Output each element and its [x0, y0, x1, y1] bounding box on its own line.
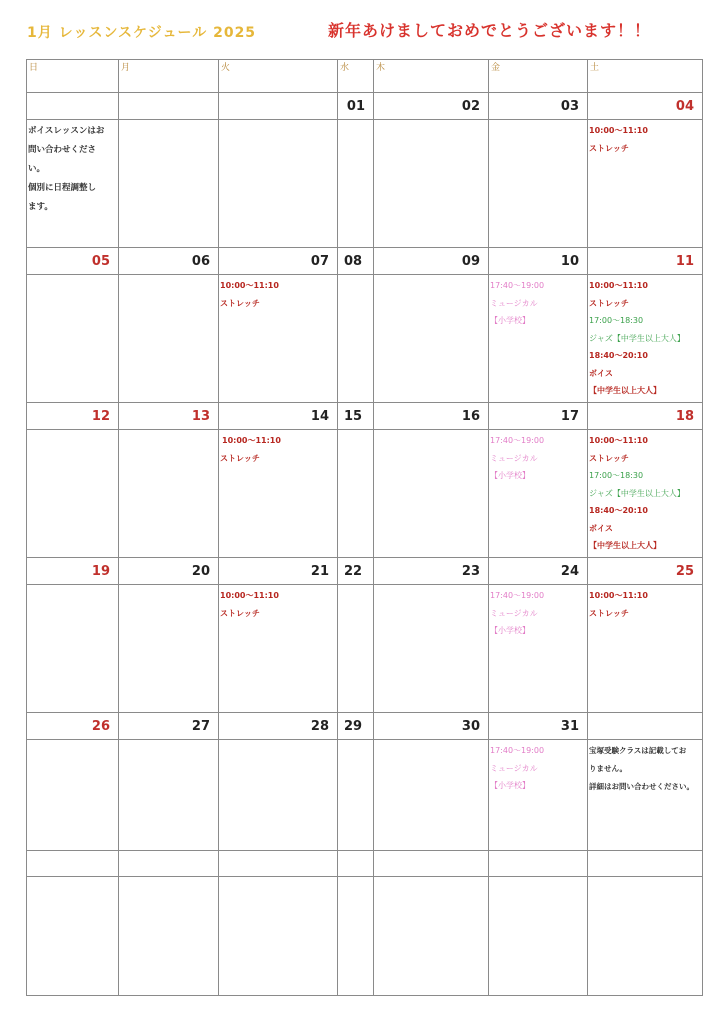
day-cell	[27, 120, 119, 248]
day-cell	[374, 430, 489, 558]
event-level: 【中学生以上大人】	[589, 386, 661, 395]
day-cell	[588, 275, 703, 403]
date-cell: 31	[489, 713, 588, 740]
date-cell: 19	[27, 558, 119, 585]
saturday-events	[588, 430, 702, 555]
event-label: ストレッチ	[589, 298, 629, 308]
day-cell	[374, 740, 489, 851]
event-time: 10:00〜11:10	[222, 436, 281, 445]
voice-lesson-note	[27, 120, 118, 217]
day-cell	[27, 275, 119, 403]
note-line: ます。	[28, 202, 53, 212]
date-cell	[27, 851, 119, 877]
date-cell: 06	[119, 248, 219, 275]
day-cell	[489, 430, 588, 558]
week-1-dates	[27, 93, 703, 120]
weekday-wed: 水	[338, 60, 374, 93]
date-cell: 25	[588, 558, 703, 585]
day-cell	[119, 430, 219, 558]
day-cell	[489, 275, 588, 403]
event-time: 10:00〜11:10	[220, 591, 279, 600]
stretch-event	[588, 585, 702, 622]
date-cell: 27	[119, 713, 219, 740]
note-line: ボイスレッスンはお	[28, 126, 105, 136]
date-cell: 11	[588, 248, 703, 275]
event-label: ストレッチ	[220, 453, 260, 463]
event-label: ミュージカル	[490, 298, 538, 308]
day-cell	[27, 877, 119, 996]
weekday-mon: 月	[119, 60, 219, 93]
event-time: 10:00〜11:10	[589, 126, 648, 135]
day-cell	[489, 740, 588, 851]
day-cell	[219, 585, 338, 713]
date-cell: 13	[119, 403, 219, 430]
saturday-events	[588, 275, 702, 400]
date-cell: 17	[489, 403, 588, 430]
event-time: 10:00〜11:10	[589, 281, 648, 290]
date-cell: 09	[374, 248, 489, 275]
day-cell	[27, 430, 119, 558]
calendar-grid	[26, 59, 703, 996]
date-cell: 30	[374, 713, 489, 740]
date-cell: 01	[338, 93, 374, 120]
event-label: ストレッチ	[589, 143, 629, 153]
musical-event	[489, 430, 587, 485]
event-label: ジャズ【中学生以上大人】	[589, 488, 685, 498]
week-2-dates	[27, 248, 703, 275]
day-cell	[588, 430, 703, 558]
week-5-events	[27, 740, 703, 851]
date-cell: 08	[338, 248, 374, 275]
day-cell	[588, 740, 703, 851]
date-cell	[219, 851, 338, 877]
stretch-event	[219, 275, 337, 312]
date-cell: 16	[374, 403, 489, 430]
event-time: 17:40〜19:00	[490, 436, 545, 445]
date-cell: 29	[338, 713, 374, 740]
date-cell: 03	[489, 93, 588, 120]
date-cell: 20	[119, 558, 219, 585]
event-time: 17:40〜19:00	[490, 746, 545, 755]
event-label: ミュージカル	[490, 763, 538, 773]
date-cell	[489, 851, 588, 877]
note-line: 詳細はお問い合わせください。	[589, 782, 694, 791]
date-cell	[588, 713, 703, 740]
event-time: 17:40〜19:00	[490, 591, 545, 600]
date-cell: 22	[338, 558, 374, 585]
date-cell	[219, 93, 338, 120]
week-6-dates	[27, 851, 703, 877]
date-cell	[338, 851, 374, 877]
event-level: 【中学生以上大人】	[589, 541, 661, 550]
new-year-greeting: 新年あけましておめでとうございます！！	[328, 21, 652, 40]
event-time: 17:00〜18:30	[589, 471, 644, 480]
event-time: 10:00〜11:10	[589, 436, 648, 445]
stretch-event	[219, 430, 337, 467]
date-cell: 23	[374, 558, 489, 585]
week-1-events	[27, 120, 703, 248]
week-3-events	[27, 430, 703, 558]
event-level: 【小学校】	[490, 471, 530, 480]
week-6-events	[27, 877, 703, 996]
event-label: ミュージカル	[490, 453, 538, 463]
event-time: 18:40〜20:10	[589, 351, 648, 360]
week-2-events	[27, 275, 703, 403]
day-cell	[219, 740, 338, 851]
day-cell	[374, 585, 489, 713]
day-cell	[588, 877, 703, 996]
day-cell	[219, 877, 338, 996]
day-cell	[119, 740, 219, 851]
date-cell: 21	[219, 558, 338, 585]
day-cell	[119, 877, 219, 996]
date-cell: 26	[27, 713, 119, 740]
date-cell: 12	[27, 403, 119, 430]
note-line: い。	[28, 164, 46, 174]
day-cell	[489, 585, 588, 713]
day-cell	[119, 585, 219, 713]
day-cell	[489, 877, 588, 996]
page-title: 1月 レッスンスケジュール 2025	[27, 25, 257, 41]
date-cell: 28	[219, 713, 338, 740]
day-cell	[219, 275, 338, 403]
weekday-sat: 土	[588, 60, 703, 93]
date-cell	[27, 93, 119, 120]
weekday-thu: 木	[374, 60, 489, 93]
event-label: ストレッチ	[220, 298, 260, 308]
day-cell	[374, 120, 489, 248]
note-line: 個別に日程調整し	[28, 183, 97, 193]
day-cell	[588, 585, 703, 713]
note-line: 問い合わせくださ	[28, 145, 97, 155]
date-cell: 10	[489, 248, 588, 275]
date-cell: 15	[338, 403, 374, 430]
event-label: ストレッチ	[589, 608, 629, 618]
takarazuka-note	[588, 740, 702, 796]
date-cell	[588, 851, 703, 877]
day-cell	[374, 275, 489, 403]
day-cell	[338, 740, 374, 851]
event-label: ボイス	[589, 368, 613, 378]
stretch-event	[588, 120, 702, 157]
event-label: ストレッチ	[220, 608, 260, 618]
date-cell: 18	[588, 403, 703, 430]
day-cell	[119, 275, 219, 403]
event-label: ジャズ【中学生以上大人】	[589, 333, 685, 343]
week-4-dates	[27, 558, 703, 585]
day-cell	[489, 120, 588, 248]
stretch-event	[219, 585, 337, 622]
date-cell: 04	[588, 93, 703, 120]
week-4-events	[27, 585, 703, 713]
event-level: 【小学校】	[490, 781, 530, 790]
weekday-tue: 火	[219, 60, 338, 93]
musical-event	[489, 275, 587, 330]
event-time: 18:40〜20:10	[589, 506, 648, 515]
date-cell	[119, 851, 219, 877]
day-cell	[219, 430, 338, 558]
day-cell	[119, 120, 219, 248]
weekday-fri: 金	[489, 60, 588, 93]
date-cell	[374, 851, 489, 877]
day-cell	[338, 120, 374, 248]
event-label: ミュージカル	[490, 608, 538, 618]
day-cell	[338, 585, 374, 713]
date-cell	[119, 93, 219, 120]
date-cell: 14	[219, 403, 338, 430]
event-label: ボイス	[589, 523, 613, 533]
day-cell	[374, 877, 489, 996]
event-time: 10:00〜11:10	[589, 591, 648, 600]
note-line: 宝塚受験クラスは記載してお	[589, 746, 687, 755]
event-time: 10:00〜11:10	[220, 281, 279, 290]
date-cell: 05	[27, 248, 119, 275]
day-cell	[588, 120, 703, 248]
event-label: ストレッチ	[589, 453, 629, 463]
musical-event	[489, 585, 587, 640]
musical-event	[489, 740, 587, 795]
week-5-dates	[27, 713, 703, 740]
note-line: りません。	[589, 764, 627, 773]
day-cell	[338, 430, 374, 558]
day-cell	[338, 275, 374, 403]
event-time: 17:40〜19:00	[490, 281, 545, 290]
day-cell	[27, 740, 119, 851]
weekday-header-row	[27, 60, 703, 93]
event-level: 【小学校】	[490, 316, 530, 325]
weekday-sun: 日	[27, 60, 119, 93]
date-cell: 24	[489, 558, 588, 585]
event-level: 【小学校】	[490, 626, 530, 635]
day-cell	[338, 877, 374, 996]
date-cell: 07	[219, 248, 338, 275]
day-cell	[27, 585, 119, 713]
day-cell	[219, 120, 338, 248]
event-time: 17:00〜18:30	[589, 316, 644, 325]
date-cell: 02	[374, 93, 489, 120]
week-3-dates	[27, 403, 703, 430]
